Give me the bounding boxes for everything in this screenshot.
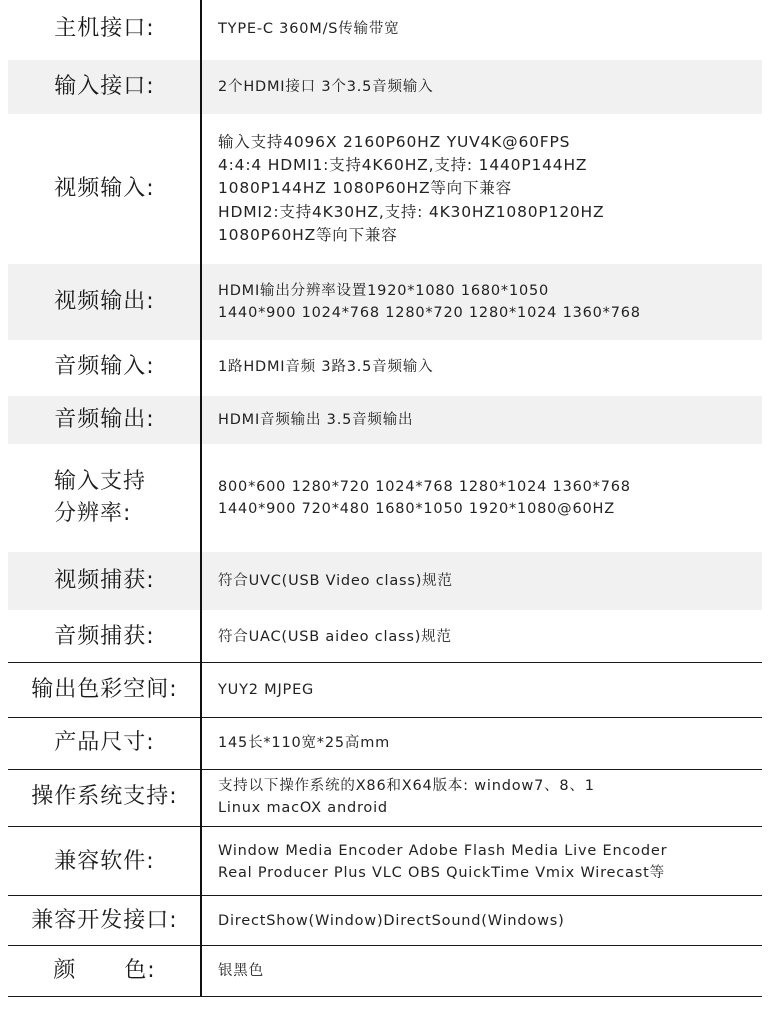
spec-label [8, 450, 201, 546]
spec-row-audio-output [8, 396, 762, 444]
spec-label: 主机接口: [54, 16, 155, 42]
row-divider [8, 826, 762, 827]
spec-value-line: 1440*900 720*480 1680*1050 1920*1080@60HZ [218, 501, 615, 517]
spec-label: 兼容开发接口: [31, 908, 178, 934]
spec-value-line: 145长*110宽*25高mm [218, 734, 391, 751]
spec-value-line: HDMI音频输出 3.5音频输出 [218, 411, 414, 428]
spec-label: 操作系统支持: [31, 784, 178, 810]
spec-row-compatible-software [8, 828, 762, 896]
spec-label: 兼容软件: [54, 849, 155, 875]
spec-row-product-size [8, 718, 762, 768]
spec-row-audio-input [8, 342, 762, 392]
spec-value [218, 60, 754, 114]
spec-row-audio-capture [8, 614, 762, 660]
spec-value [218, 396, 754, 444]
spec-value [218, 264, 754, 340]
spec-row-os-support [8, 770, 762, 824]
spec-value-line: HDMI2:支持4K30HZ,支持: 4K30HZ1080P120HZ [218, 202, 605, 221]
spec-label: 颜 色: [53, 958, 156, 984]
spec-label: 视频捕获: [54, 568, 155, 594]
spec-row-color [8, 946, 762, 996]
spec-value [218, 946, 754, 996]
spec-value-line: Real Producer Plus VLC OBS QuickTime Vmix Wirecast等 [218, 865, 665, 881]
spec-row-video-input [8, 116, 762, 262]
spec-label: 音频输出: [54, 407, 155, 433]
spec-value-line: 1440*900 1024*768 1280*720 1280*1024 1360*768 [218, 305, 641, 321]
row-divider [8, 996, 762, 997]
spec-row-dev-interface [8, 896, 762, 946]
spec-value [218, 0, 754, 58]
spec-label-line: 输入支持 [54, 469, 147, 495]
spec-value [218, 450, 754, 546]
spec-value-line: 符合UAC(USB aideo class)规范 [218, 628, 452, 645]
spec-row-supported-resolution [8, 450, 762, 546]
spec-value-line: HDMI输出分辨率设置1920*1080 1680*1050 [218, 282, 550, 299]
spec-label: 视频输出: [54, 289, 155, 315]
spec-value [218, 116, 754, 262]
spec-value-line: 4:4:4 HDMI1:支持4K60HZ,支持: 1440P144HZ [218, 156, 588, 175]
spec-label: 产品尺寸: [54, 730, 155, 756]
spec-value-line: 输入支持4096X 2160P60HZ YUV4K@60FPS [218, 132, 571, 151]
spec-value [218, 552, 754, 610]
spec-value-line: Linux macOX android [218, 800, 388, 816]
spec-label-line: 分辨率: [54, 501, 132, 526]
spec-row-video-output [8, 264, 762, 340]
spec-value [218, 614, 754, 660]
spec-label: 输出色彩空间: [31, 677, 178, 703]
spec-value-line: 银黑色 [218, 962, 264, 979]
spec-value-line: 800*600 1280*720 1024*768 1280*1024 1360*768 [218, 478, 631, 495]
column-divider [200, 0, 202, 996]
spec-value-line: YUY2 MJPEG [218, 681, 315, 698]
spec-label: 音频输入: [54, 354, 155, 380]
spec-value-line: 1080P144HZ 1080P60HZ等向下兼容 [218, 179, 512, 198]
spec-value [218, 342, 754, 392]
spec-value [218, 770, 754, 824]
spec-value-line: 符合UVC(USB Video class)规范 [218, 572, 453, 589]
spec-value [218, 718, 754, 768]
spec-value-line: TYPE-C 360M/S传输带宽 [218, 20, 400, 37]
spec-value-line: 1路HDMI音频 3路3.5音频输入 [218, 358, 434, 375]
spec-value-line: Window Media Encoder Adobe Flash Media Live Encoder [218, 842, 668, 859]
spec-value-line: 2个HDMI接口 3个3.5音频输入 [218, 78, 434, 95]
spec-value-line: 1080P60HZ等向下兼容 [218, 225, 398, 244]
spec-value [218, 896, 754, 946]
spec-label: 输入接口: [54, 74, 155, 100]
spec-row-host-interface [8, 0, 762, 58]
spec-row-video-capture [8, 552, 762, 610]
spec-value-line: 支持以下操作系统的X86和X64版本: window7、8、1 [218, 777, 595, 794]
spec-value-line: DirectShow(Window)DirectSound(Windows) [218, 912, 565, 929]
spec-row-color-space [8, 664, 762, 716]
spec-row-input-interface [8, 60, 762, 114]
spec-label: 视频输入: [54, 176, 155, 202]
spec-label: 音频捕获: [54, 624, 155, 650]
row-divider [8, 662, 762, 663]
spec-value [218, 828, 754, 896]
spec-value [218, 664, 754, 716]
